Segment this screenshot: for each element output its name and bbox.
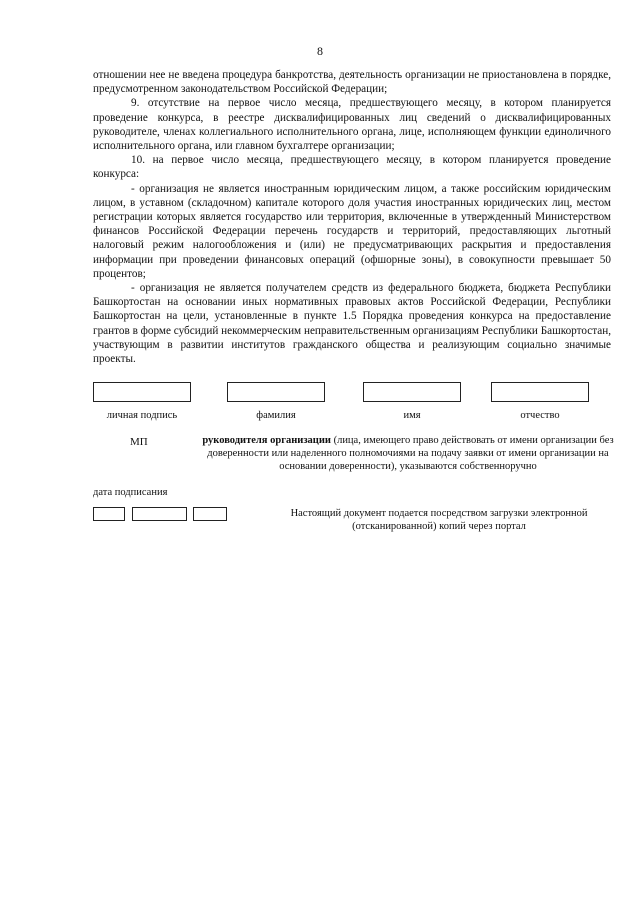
paragraph: - организация не является иностранным юридическим лицом, а также российским юридическим лицом, в уставном (складочном) капитале которого доля участия иностранных юридических лиц, местом регистрации которых является государство или территория, включенные в утвержденный Министерством финансов Российской Федерации перечень государств и территорий, предоставляющих льготный налоговый режим налогообложения и (или) не предусматривающих раскрытия и предоставления информации при проведении финансовых операций (офшорные зоны), в совокупности превышает 50 процентов;: [93, 182, 611, 280]
document-body: [93, 68, 611, 366]
date-day-box[interactable]: [93, 507, 125, 521]
paragraph: - организация не является получателем средств из федерального бюджета, бюджета Республики Башкортостан на основании иных нормативных правовых актов Российской Федерации, Республики Башкортостан на цели, установленные в пункте 1.5 Порядка проведения конкурса на предоставление грантов в форме субсидий некоммерческим неправительственным организациям Республики Башкортостан, участвующим в развитии институтов гражданского общества и реализующим социально значимые проекты.: [93, 282, 611, 366]
paragraph: 9. отсутствие на первое число месяца, предшествующего месяцу, в котором планируется проведение конкурса, в реестре дисквалифицированных лиц сведений о дисквалифицированных руководителе, членах коллегиального исполнительного органа, лице, исполняющем функции единоличного исполнительного органа, или главном бухгалтере организации;: [93, 97, 611, 153]
signature-caption: личная подпись: [106, 410, 178, 421]
submission-note: Настоящий документ подается посредством загрузки электронной (отсканированной) копий через портал: [290, 508, 588, 532]
first-name-box[interactable]: [363, 382, 461, 402]
surname-caption: фамилия: [256, 410, 296, 421]
date-year-box[interactable]: [193, 507, 227, 521]
patronymic-box[interactable]: [491, 382, 589, 402]
surname-box[interactable]: [227, 382, 325, 402]
first-name-caption: имя: [403, 410, 421, 421]
signer-note: [198, 434, 618, 473]
paragraph: 10. на первое число месяца, предшествующего месяцу, в котором планируется проведение конкурса:: [93, 154, 611, 181]
page-number: 8: [317, 44, 323, 58]
signature-box[interactable]: [93, 382, 191, 402]
signer-note-bold: руководителя организации: [202, 435, 331, 446]
signer-note-rest: (лица, имеющего право действовать от имени организации без доверенности или наделенного полномочиями на подачу заявки от имени организации на основании доверенности), указываются собственноручно: [207, 435, 614, 472]
paragraph: отношении нее не введена процедура банкротства, деятельность организации не приостановлена в порядке, предусмотренном законодательством Российской Федерации;: [93, 69, 611, 96]
date-month-box[interactable]: [132, 507, 187, 521]
patronymic-caption: отчество: [520, 410, 560, 421]
stamp-label: МП: [130, 436, 148, 448]
date-label: дата подписания: [93, 487, 168, 498]
